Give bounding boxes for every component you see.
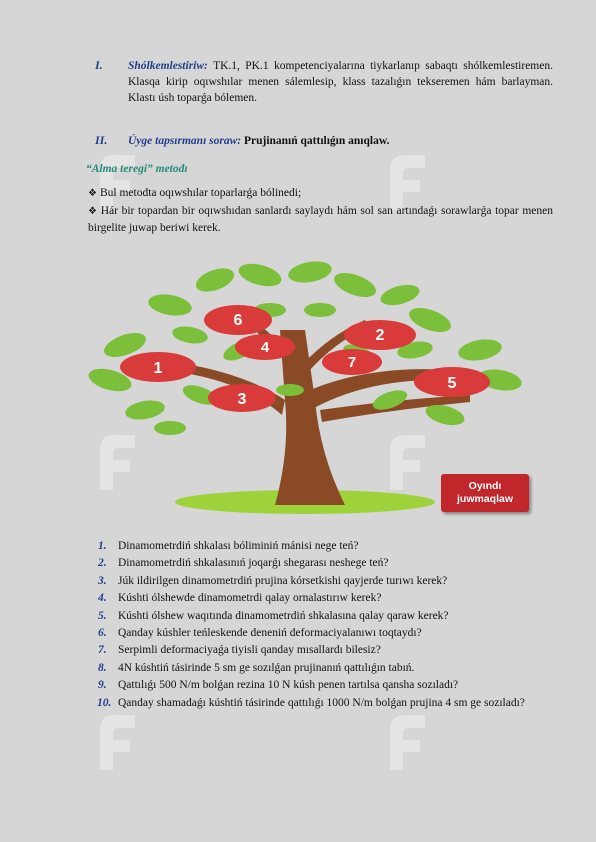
list-item: 2. Dinamometrdiń shkalasınıń joqarǵı shegarası neshege teń?: [98, 557, 389, 570]
list-item: 4. Kúshti ólshewde dinamometrdi qalay ornalastırıw kerek?: [98, 592, 382, 605]
apple-4[interactable]: [235, 334, 295, 360]
apple-number: 6: [233, 312, 243, 329]
finish-game-button[interactable]: [441, 474, 529, 512]
list-item: 8. 4N kúshtiń tásirinde 5 sm ge sozılǵan prujinanıń qattılıǵın tabıń.: [98, 661, 415, 674]
section-title: Úyge tapsırmanı soraw:: [128, 135, 242, 147]
button-label: Oyındı: [468, 480, 502, 492]
method-title: “Alma teregi” metodı: [86, 163, 188, 175]
list-item: 6. Qanday kúshler teńleskende deneniń deformaciyalanıwı toqtaydı?: [98, 627, 422, 640]
section-paragraph: [128, 133, 553, 149]
method-bullet: [88, 185, 553, 202]
apple-6[interactable]: [204, 305, 272, 335]
list-item: 7. Serpimli deformaciyaǵa tiyisli qanday mısallardı bilesiz?: [98, 644, 381, 657]
watermark-logo: [370, 700, 460, 790]
diamond-bullet-icon: ❖: [88, 206, 98, 217]
questions-list: [98, 538, 558, 712]
list-item: 10. Qanday shamadaǵı kúshtiń tásirinde qattılıǵı 1000 N/m bolǵan prujina 4 sm ge sozıladı?: [97, 696, 525, 709]
apple-7[interactable]: [322, 349, 382, 375]
section-number: I.: [95, 58, 103, 72]
apple-number: 5: [447, 375, 457, 392]
apple-number: 1: [153, 360, 163, 377]
list-item: 1. Dinamometrdiń shkalası bóliminiń mánisi nege teń?: [98, 540, 359, 552]
list-item: 9. Qattılıǵı 500 N/m bolǵan rezina 10 N kúsh penen tartılsa qansha sozıladı?: [98, 679, 459, 692]
button-label: juwmaqlaw: [456, 493, 513, 505]
section-paragraph: [128, 58, 553, 106]
apple-number: 7: [347, 354, 357, 371]
bullet-text: Bul metodta oqıwshılar toparlarǵa bólinedi;: [99, 187, 302, 199]
apple-number: 4: [260, 339, 270, 356]
apple-1[interactable]: [120, 352, 196, 382]
section-title: Shólkemlestiriw:: [128, 60, 208, 72]
section-text: TK.1, PK.1 kompetenciyalarına tiykarlanıp sabaqtı shólkemlestiremen. Klasqa kirip oqıwshılar menen sálemlesip, klass tazalıǵın tekseremen hám barlayman. Klastı úsh toparǵa bólemen.: [128, 60, 553, 104]
apple-number: 3: [237, 391, 247, 408]
apple-5[interactable]: [414, 367, 490, 397]
apple-number: 2: [375, 327, 385, 344]
apple-2[interactable]: [344, 320, 416, 350]
section-text: Prujinanıń qattılıǵın anıqlaw.: [243, 135, 390, 147]
apple-3[interactable]: [208, 384, 276, 412]
method-bullet: [88, 203, 553, 236]
bullet-text: Hár bir topardan bir oqıwshıdan sanlardı saylaydı hám sol san artındaǵı sorawlarǵa topar menen birgelite juwap beriwi kerek.: [88, 205, 553, 234]
diamond-bullet-icon: ❖: [88, 188, 97, 199]
list-item: 5. Kúshti ólshew waqıtında dinamometrdiń shkalasına qalay qaraw kerek?: [98, 609, 449, 622]
list-item: 3. Júk ildirilgen dinamometrdiń prujina kórsetkishi qayjerde turıwı kerek?: [98, 574, 448, 587]
watermark-logo: [80, 700, 170, 790]
section-number: II.: [95, 133, 108, 147]
